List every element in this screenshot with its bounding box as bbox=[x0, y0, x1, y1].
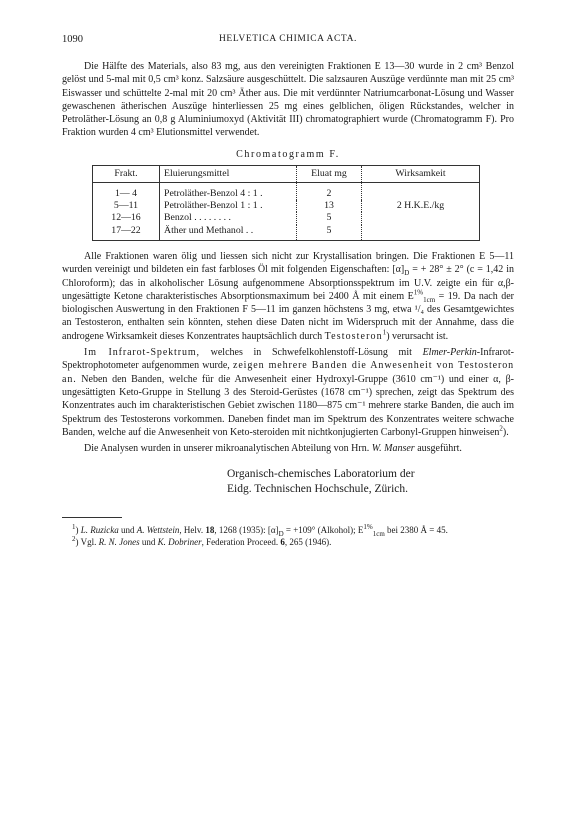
cell-mittel: Äther und Methanol . . bbox=[160, 225, 297, 241]
fn2-author-1: R. N. Jones bbox=[98, 537, 140, 548]
fn1-text-b: , 1268 (1935): [α] bbox=[214, 525, 279, 536]
header-eluat: Eluat mg bbox=[297, 165, 362, 182]
institution-signature bbox=[62, 467, 514, 497]
footnote-2-number: 2 bbox=[72, 535, 76, 544]
journal-page bbox=[62, 34, 514, 548]
fn1-alpha-subscript: D bbox=[278, 530, 284, 539]
signature-line-2: Eidg. Technischen Hochschule, Zürich. bbox=[227, 483, 409, 496]
fn1-und: und bbox=[118, 525, 137, 536]
para3-text-b: -Infrarot-Spektrophotometer aufgenommen wurde, bbox=[62, 347, 514, 372]
chromatogram-table bbox=[92, 165, 480, 241]
footnote-ref-1: 1 bbox=[382, 328, 387, 337]
analyst-name: W. Manser bbox=[371, 443, 415, 455]
journal-title: HELVETICA CHIMICA ACTA. bbox=[218, 34, 358, 44]
fn2-text-c: , 265 (1946). bbox=[284, 537, 332, 548]
para3-text-c: Neben den Banden, welche für die Anwesenheit einer Hydroxyl-Gruppe (3610 cm⁻¹) und einer α, β-ungesättigten Keto-Gruppe in Stellung 3 des Steroid-Gerüstes (1678 cm⁻¹) sprechen, zeigt das Spektrum des Konzentrates auch im charakteristischen Gebiet zwischen 1180—875 cm⁻¹ mehrere starke Banden, die auch im Spektrum des Testosterons vorkommen. Daneben findet man im Spektrum des Konzentrates weitere schwache Banden, welche auf die Anwesenheit von Keto-steroiden mit nichtkonjugierten Carbonyl-Gruppen hinweisen bbox=[62, 373, 514, 438]
cell-frakt: 1— 4 bbox=[93, 182, 160, 200]
fn1-text-a: , Helv. bbox=[179, 525, 206, 536]
paragraph-analyses bbox=[62, 442, 514, 455]
fn2-text-a: ) Vgl. bbox=[75, 537, 99, 548]
table-row bbox=[93, 212, 480, 224]
signature-line-1: Organisch-chemisches Laboratorium der bbox=[227, 468, 415, 481]
footnote-1-number: 1 bbox=[72, 523, 76, 532]
cell-mittel: Benzol . . . . . . . . bbox=[160, 212, 297, 224]
fn1-extinction-subscript: 1cm bbox=[372, 530, 385, 539]
page-header bbox=[62, 34, 514, 50]
cell-frakt: 17—22 bbox=[93, 225, 160, 241]
spaced-testosteron: Testosteron bbox=[324, 330, 383, 342]
fn1-extinction-superscript: 1% bbox=[363, 523, 373, 532]
page-number: 1090 bbox=[62, 34, 83, 45]
fn2-volume: 6 bbox=[280, 537, 285, 548]
paragraph-infrared bbox=[62, 346, 514, 439]
fn1-volume: 18 bbox=[205, 525, 215, 536]
para2-text-d: ) verursacht ist. bbox=[386, 330, 449, 342]
fn2-author-2: K. Dobriner bbox=[157, 537, 202, 548]
cell-frakt: 12—16 bbox=[93, 212, 160, 224]
paragraph-properties bbox=[62, 250, 514, 343]
cell-eluat: 5 bbox=[297, 212, 362, 224]
cell-eluat: 5 bbox=[297, 225, 362, 241]
para2-text-c: = 19. Da nach der biologischen Auswertung in den Fraktionen F 5—11 im ganzen höchstens 3 mg, etwa ¹/₄ des Gesamtgewichtes an Testosteron, enthalten sein könnten, stehen diese Daten nicht im Widerspruch mit der Annahme, dass die androgene Wirksamkeit dieses Konzentrates hauptsächlich durch bbox=[62, 290, 514, 342]
footnote-rule bbox=[62, 517, 122, 518]
para4-text-a: Die Analysen wurden in unserer mikroanalytischen Abteilung von Hrn. bbox=[84, 443, 372, 455]
para3-text-a: welches in Schwefelkohlenstoff-Lösung mit bbox=[199, 347, 423, 359]
table-row bbox=[93, 200, 480, 212]
spaced-banden: zeigen mehrere Banden die Anwesenheit von Testosteron an. bbox=[62, 360, 514, 385]
fn1-text-d: bei 2380 Å = 45. bbox=[384, 525, 448, 536]
paragraph-isolation: Die Hälfte des Materials, also 83 mg, aus den vereinigten Fraktionen E 13—30 wurde in 2 cm³ Benzol gelöst und 5-mal mit 0,5 cm³ konz. Salzsäure ausgeschüttelt. Die salzsauren Auszüge verdünnte man mit 25 cm³ Eiswasser und schüttelte 2-mal mit 20 cm³ Äther aus. Die mit verdünnter Natriumcarbonat-Lösung und Wasser gewaschenen ätherischen Auszüge hinterliessen 25 mg eines gelblichen, öligen Rückstandes, welcher in Petroläther-Lösung an 0,8 g Aluminiumoxyd (Aktivität III) chromatographiert wurde (Chromatogramm F). Pro Fraktion wurden 4 cm³ Elutionsmittel verwendet. bbox=[62, 61, 514, 139]
cell-wirk bbox=[362, 225, 480, 241]
fn1-text-c: = +109° (Alkohol); E bbox=[283, 525, 364, 536]
chromatogram-title: Chromatogramm F. bbox=[236, 148, 340, 160]
footnote-ref-2: 2 bbox=[499, 424, 503, 433]
para2-text-b: = + 28° ± 2° (c = 1,42 in Chloroform); das in alkoholischer Lösung aufgenommene Absorptionsspektrum im U.V. zeigte ein für α,β-ungesättigte Ketone charakteristisches Absorptionsmaximum bei 2400 Å mit einem E bbox=[62, 264, 515, 302]
para4-text-b: ausgeführt. bbox=[414, 443, 462, 455]
cell-wirk: 2 H.K.E./kg bbox=[396, 200, 445, 212]
cell-eluat: 13 bbox=[297, 200, 362, 212]
table-row bbox=[93, 225, 480, 241]
table-header-row bbox=[93, 165, 480, 182]
instrument-name: Elmer-Perkin bbox=[422, 347, 477, 359]
cell-frakt: 5—11 bbox=[93, 200, 160, 212]
header-frakt: Frakt. bbox=[93, 165, 160, 182]
spaced-infrarot: Im Infrarot-Spektrum, bbox=[84, 347, 200, 359]
table-row bbox=[93, 182, 480, 200]
header-eluierungsmittel: Eluierungsmittel bbox=[160, 165, 297, 182]
footnote-2 bbox=[62, 536, 514, 548]
fn1-author-1: L. Ruzicka bbox=[80, 525, 119, 536]
alpha-subscript: D bbox=[404, 269, 410, 278]
fn1-author-2: A. Wettstein bbox=[136, 525, 180, 536]
footnote-1: $^1$) L. Ruzicka und A. Wettstein, Helv. 18, 1268 (1935): $[\alpha]_D = +109^\circ$ (Alkohol); $E^{1\%}_{1cm}$ bei 2380 Å = 45. bbox=[72, 523, 448, 539]
extinction-superscript: 1% bbox=[413, 288, 424, 297]
fn2-und: und bbox=[139, 537, 158, 548]
para3-text-d: ). bbox=[502, 426, 509, 438]
cell-mittel: Petroläther-Benzol 1 : 1 . bbox=[160, 200, 297, 212]
cell-wirk bbox=[362, 182, 480, 200]
fn2-text-b: , Federation Proceed. bbox=[201, 537, 281, 548]
extinction-subscript: 1cm bbox=[423, 295, 436, 304]
para2-text-a: Alle Fraktionen waren ölig und liessen sich nicht zur Krystallisation bringen. Die Fraktionen E 5—11 wurden vereinigt und bildeten ein fast farbloses Öl mit folgenden Eigenschaften: [α] bbox=[62, 250, 514, 276]
cell-eluat: 2 bbox=[297, 182, 362, 200]
header-wirksamkeit: Wirksamkeit bbox=[362, 165, 480, 182]
cell-wirk bbox=[362, 212, 480, 224]
cell-mittel: Petroläther-Benzol 4 : 1 . bbox=[160, 182, 297, 200]
